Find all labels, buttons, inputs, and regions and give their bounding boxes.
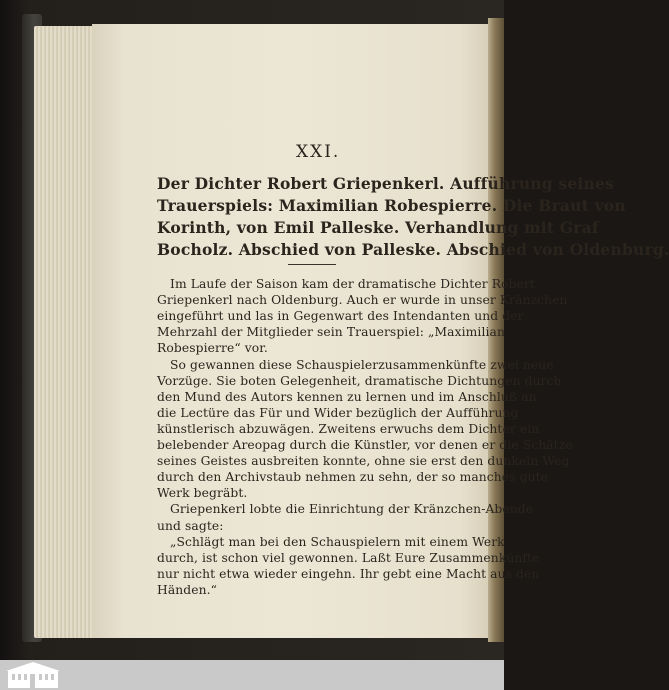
body-text-line: Griepenkerl nach Oldenburg. Auch er wurde in unser Kränzchen (157, 293, 568, 308)
chapter-number: XXI. (296, 142, 341, 162)
chapter-heading-line: Trauerspiels: Maximilian Robespierre. Die Braut von (157, 196, 626, 215)
body-text-line: durch, ist schon viel gewonnen. Laßt Eure Zusammenkünfte (157, 550, 540, 565)
body-text-line: den Mund des Autors kennen zu lernen und im Anschluß an (157, 389, 537, 404)
body-text-line: belebender Areopag durch die Künstler, vor denen er die Schätze (157, 438, 573, 452)
page-stack-edges (34, 26, 96, 638)
body-text-line: Griepenkerl lobte die Einrichtung der Kränzchen-Abende (170, 502, 534, 517)
body-text-line: Vorzüge. Sie boten Gelegenheit, dramatische Dichtungen durch (157, 373, 562, 388)
body-text-line: „Schlägt man bei den Schauspielern mit einem Werk (170, 534, 505, 549)
heading-divider (288, 264, 336, 265)
body-text-line: Werk begräbt. (157, 486, 248, 501)
chapter-heading-line: Bocholz. Abschied von Palleske. Abschied von Oldenburg. (157, 240, 669, 259)
body-text-line: eingeführt und las in Gegenwart des Intendanten und der (157, 309, 524, 324)
footer-strip (0, 660, 504, 690)
chapter-heading-line: Korinth, von Emil Palleske. Verhandlung mit Graf (157, 218, 599, 237)
body-text-line: Händen.“ (157, 582, 218, 597)
body-text-line: Mehrzahl der Mitglieder sein Trauerspiel: „Maximilian (157, 325, 505, 340)
body-text-line: die Lectüre das Für und Wider bezüglich der Aufführung (157, 405, 519, 420)
body-text-line: durch den Archivstaub nehmen zu sehn, der so manches gute (157, 470, 549, 485)
body-text-line: Robespierre“ vor. (157, 341, 268, 356)
body-text-line: So gewannen diese Schauspielerzusammenkünfte zwei neue (170, 357, 554, 372)
body-text-line: und sagte: (157, 518, 224, 533)
body-text-line: nur nicht etwa wieder eingehn. Ihr gebt eine Macht aus den (157, 566, 540, 581)
body-text-line: künstlerisch abzuwägen. Zweitens erwuchs dem Dichter ein (157, 421, 540, 436)
library-building-icon (4, 660, 64, 690)
body-text-line: Im Laufe der Saison kam der dramatische Dichter Robert (170, 277, 535, 291)
chapter-heading-line: Der Dichter Robert Griepenkerl. Aufführung seines (157, 174, 614, 193)
body-text-line: seines Geistes ausbreiten konnte, ohne sie erst den dunkeln Weg (157, 454, 570, 469)
